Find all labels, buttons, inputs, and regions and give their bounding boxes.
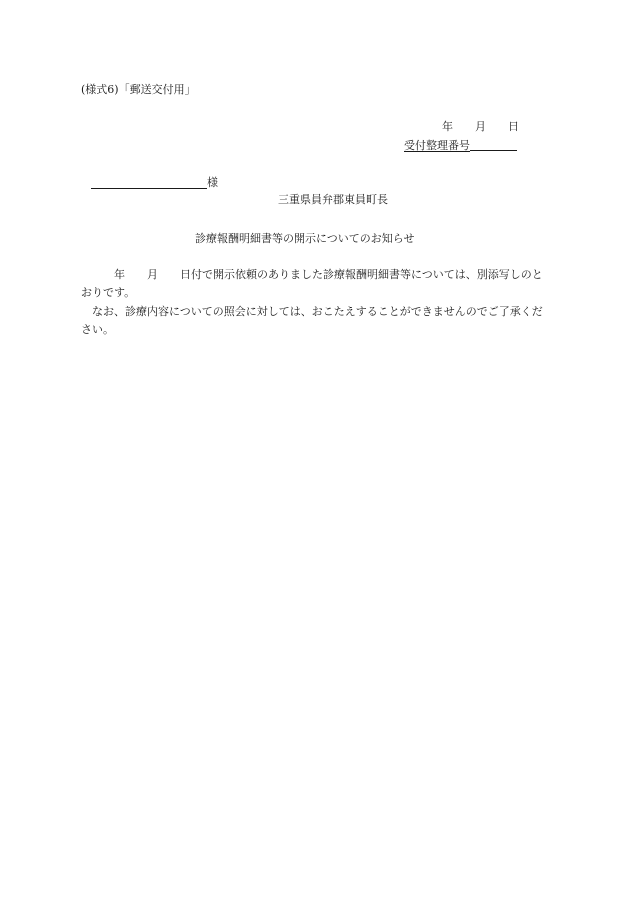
body-paragraph-1 — [81, 266, 551, 302]
receipt-number-blank — [470, 139, 517, 151]
para1-month: 月 — [147, 268, 158, 281]
receipt-number — [404, 139, 517, 152]
body-paragraph-2: なお、診療内容についての照会に対しては、おこたえすることができませんのでご了承ください。 — [81, 305, 543, 336]
para1-year: 年 — [114, 268, 125, 281]
receipt-number-label: 受付整理番号 — [404, 139, 470, 152]
sender-name: 三重県員弁郡東員町長 — [278, 193, 388, 206]
date-year-label: 年 — [442, 120, 453, 133]
document-title: 診療報酬明細書等の開示についてのお知らせ — [195, 232, 415, 245]
addressee-name-blank — [91, 176, 207, 189]
addressee — [91, 176, 218, 189]
date-line — [442, 120, 519, 133]
para1-text: 日付で開示依頼のありました診療報酬明細書等については、別添写しのとおりです。 — [81, 268, 543, 299]
date-month-label: 月 — [475, 120, 486, 133]
form-label: (様式6)「郵送交付用」 — [81, 83, 196, 96]
addressee-honorific: 様 — [207, 176, 218, 189]
date-day-label: 日 — [508, 120, 519, 133]
